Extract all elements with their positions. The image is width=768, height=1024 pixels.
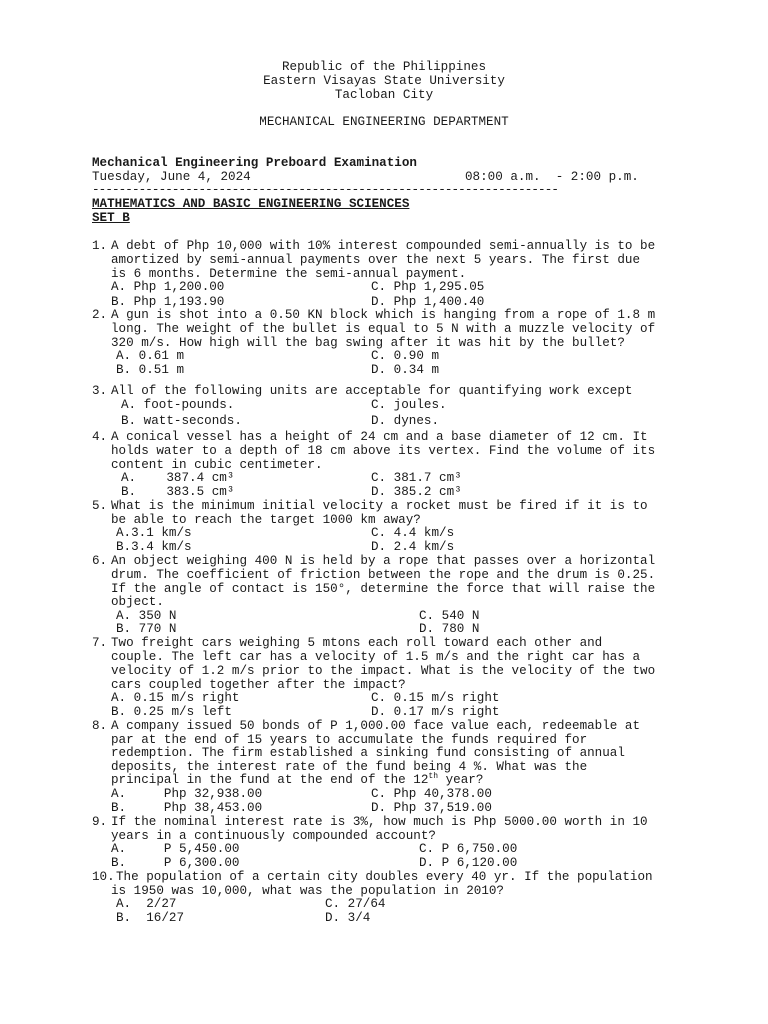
question-number: 6.: [92, 554, 108, 568]
question-number: 8.: [92, 719, 108, 733]
question-text: cars coupled together after the impact?: [111, 678, 406, 692]
choice-d: D. P 6,120.00: [419, 856, 518, 870]
question-text: long. The weight of the bullet is equal to 5 N with a muzzle velocity of: [111, 322, 656, 336]
choice-c: C. P 6,750.00: [419, 842, 518, 856]
question-text: A gun is shot into a 0.50 KN block which is hanging from a rope of 1.8 m: [111, 308, 656, 322]
choice-a: A. 0.61 m: [116, 349, 185, 363]
choice-d: D. dynes.: [371, 414, 440, 428]
choice-b: B. 0.51 m: [116, 363, 185, 377]
question-text: A conical vessel has a height of 24 cm and a base diameter of 12 cm. It: [111, 430, 648, 444]
exam-time: 08:00 a.m. - 2:00 p.m.: [465, 170, 639, 184]
choice-c: C. 0.90 m: [371, 349, 440, 363]
exam-date: Tuesday, June 4, 2024: [92, 170, 251, 184]
header-city: Tacloban City: [334, 88, 434, 102]
choice-c: C. 540 N: [419, 609, 480, 623]
question-number: 4.: [92, 430, 108, 444]
choice-a: A. P 5,450.00: [111, 842, 240, 856]
choice-a: A. Php 1,200.00: [111, 280, 225, 294]
ordinal-suffix: th: [428, 771, 439, 781]
question-text: Two freight cars weighing 5 mtons each roll toward each other and: [111, 636, 603, 650]
choice-c: C. 381.7 cm³: [371, 471, 462, 485]
separator-rule: ----------------------------------------------------------------------: [92, 183, 559, 197]
choice-c: C. 27/64: [325, 897, 386, 911]
choice-b: B. P 6,300.00: [111, 856, 240, 870]
question-text: years in a continuously compounded account?: [111, 829, 436, 843]
question-text: content in cubic centimeter.: [111, 458, 323, 472]
question-text: be able to reach the target 1000 km away?: [111, 513, 421, 527]
question-text: object.: [111, 595, 164, 609]
choice-a: A. foot-pounds.: [121, 398, 235, 412]
choice-a: A. 350 N: [116, 609, 177, 623]
choice-d: D. 385.2 cm³: [371, 485, 462, 499]
question-text: is 1950 was 10,000, what was the population in 2010?: [111, 884, 504, 898]
question-number: 2.: [92, 308, 108, 322]
question-text: What is the minimum initial velocity a rocket must be fired if it is to: [111, 499, 648, 513]
question-number: 3.: [92, 384, 108, 398]
question-text: 320 m/s. How high will the bag swing after it was hit by the bullet?: [111, 336, 625, 350]
choice-d: D. Php 37,519.00: [371, 801, 492, 815]
choice-a: A. 0.15 m/s right: [111, 691, 240, 705]
question-number: 7.: [92, 636, 108, 650]
question-text: If the angle of contact is 150°, determine the force that will raise the: [111, 582, 656, 596]
choice-d: D. 780 N: [419, 622, 480, 636]
question-number: 9.: [92, 815, 108, 829]
choice-b: B. 16/27: [116, 911, 185, 925]
subject-heading: MATHEMATICS AND BASIC ENGINEERING SCIENCES: [92, 197, 410, 211]
set-label: SET B: [92, 211, 130, 225]
choice-c: C. 4.4 km/s: [371, 526, 455, 540]
choice-c: C. joules.: [371, 398, 447, 412]
choice-c: C. Php 1,295.05: [371, 280, 485, 294]
choice-d: D. 3/4: [325, 911, 371, 925]
question-text: amortized by semi-annual payments over the next 5 years. The first due: [111, 253, 641, 267]
choice-d: D. 0.17 m/s right: [371, 705, 500, 719]
choice-a: A.3.1 km/s: [116, 526, 192, 540]
choice-c: C. 0.15 m/s right: [371, 691, 500, 705]
choice-a: A. 387.4 cm³: [121, 471, 235, 485]
question-text: The population of a certain city doubles every 40 yr. If the population: [116, 870, 653, 884]
header-country: Republic of the Philippines: [281, 60, 487, 74]
question-text: A company issued 50 bonds of P 1,000.00 face value each, redeemable at: [111, 719, 641, 733]
header-department: MECHANICAL ENGINEERING DEPARTMENT: [259, 115, 509, 129]
choice-d: D. 2.4 km/s: [371, 540, 455, 554]
header-university: Eastern Visayas State University: [263, 74, 505, 88]
question-text: An object weighing 400 N is held by a rope that passes over a horizontal: [111, 554, 656, 568]
question-text-part: year?: [438, 773, 484, 787]
question-text: [111, 773, 483, 787]
choice-b: B.3.4 km/s: [116, 540, 192, 554]
question-text: velocity of 1.2 m/s prior to the impact. What is the velocity of the two: [111, 664, 656, 678]
question-text: deposits, the interest rate of the fund being 4 %. What was the: [111, 760, 588, 774]
question-number: 5.: [92, 499, 108, 513]
choice-b: B. Php 38,453.00: [111, 801, 263, 815]
question-text: par at the end of 15 years to accumulate the funds required for: [111, 733, 588, 747]
choice-b: B. 770 N: [116, 622, 177, 636]
question-text: All of the following units are acceptable for quantifying work except: [111, 384, 633, 398]
choice-b: B. 0.25 m/s left: [111, 705, 232, 719]
choice-a: A. 2/27: [116, 897, 177, 911]
choice-b: B. 383.5 cm³: [121, 485, 235, 499]
question-text: is 6 months. Determine the semi-annual payment.: [111, 267, 467, 281]
question-text-part: principal in the fund at the end of the 12: [111, 773, 429, 787]
question-text: If the nominal interest rate is 3%, how much is Php 5000.00 worth in 10: [111, 815, 648, 829]
choice-d: D. Php 1,400.40: [371, 295, 485, 309]
question-number: 10.: [92, 870, 115, 884]
choice-a: A. Php 32,938.00: [111, 787, 263, 801]
exam-title: Mechanical Engineering Preboard Examination: [92, 156, 417, 170]
question-text: drum. The coefficient of friction between the rope and the drum is 0.25.: [111, 568, 656, 582]
choice-d: D. 0.34 m: [371, 363, 440, 377]
question-number: 1.: [92, 239, 108, 253]
question-text: A debt of Php 10,000 with 10% interest compounded semi-annually is to be: [111, 239, 656, 253]
choice-b: B. watt-seconds.: [121, 414, 242, 428]
question-text: couple. The left car has a velocity of 1.5 m/s and the right car has a: [111, 650, 641, 664]
question-text: holds water to a depth of 18 cm above its vertex. Find the volume of its: [111, 444, 656, 458]
choice-c: C. Php 40,378.00: [371, 787, 492, 801]
choice-b: B. Php 1,193.90: [111, 295, 225, 309]
question-text: redemption. The firm established a sinking fund consisting of annual: [111, 746, 625, 760]
